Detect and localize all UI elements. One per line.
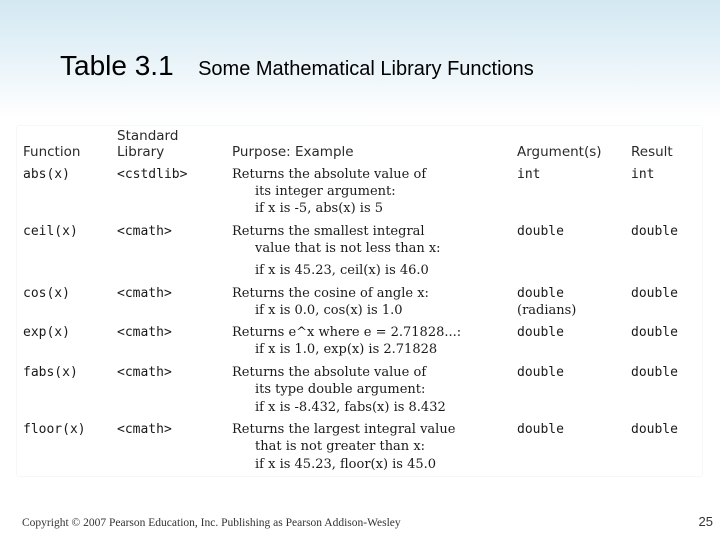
cell-library: <cmath> [117,422,172,437]
cell-purpose: Returns the largest integral value [232,422,456,437]
cell-example: if x is -5, abs(x) is 5 [255,201,384,216]
cell-example: if x is 0.0, cos(x) is 1.0 [255,303,403,318]
cell-purpose-line2: value that is not less than x: [255,241,441,256]
cell-purpose-line2: that is not greater than x: [255,439,426,454]
header-library-line1: Standard [117,128,179,144]
cell-purpose: Returns e^x where e = 2.71828...: [232,325,462,340]
cell-result: double [631,422,678,437]
cell-example: if x is -8.432, fabs(x) is 8.432 [255,400,446,415]
cell-library: <cmath> [117,365,172,380]
cell-result: double [631,224,678,239]
cell-function: fabs(x) [23,365,78,380]
header-arguments: Argument(s) [517,144,602,160]
cell-purpose: Returns the absolute value of [232,167,427,182]
cell-example: if x is 45.23, ceil(x) is 46.0 [255,263,429,278]
cell-result: double [631,365,678,380]
slide-title [60,50,534,82]
cell-purpose-line2: its type double argument: [255,382,426,397]
cell-function: exp(x) [23,325,70,340]
cell-argument-unit: (radians) [517,303,577,318]
header-library-line2: Library [117,144,165,160]
cell-function: floor(x) [23,422,86,437]
table-number: Table 3.1 [60,50,174,81]
cell-argument: int [517,167,541,182]
cell-argument: double [517,325,564,340]
cell-result: double [631,286,678,301]
cell-library: <cmath> [117,286,172,301]
cell-argument: double [517,286,564,301]
cell-result: int [631,167,655,182]
cell-example: if x is 1.0, exp(x) is 2.71828 [255,342,438,357]
cell-purpose: Returns the cosine of angle x: [232,286,429,301]
cell-function: abs(x) [23,167,70,182]
cell-function: ceil(x) [23,224,78,239]
page-number: 25 [698,514,713,529]
table-caption: Some Mathematical Library Functions [198,58,534,80]
cell-function: cos(x) [23,286,70,301]
cell-argument: double [517,422,564,437]
cell-purpose: Returns the smallest integral [232,224,425,239]
cell-library: <cmath> [117,325,172,340]
cell-argument: double [517,224,564,239]
header-purpose: Purpose: Example [232,144,354,160]
cell-result: double [631,325,678,340]
copyright-footer: Copyright © 2007 Pearson Education, Inc. Publishing as Pearson Addison-Wesley [22,517,401,529]
cell-library: <cstdlib> [117,167,188,182]
cell-library: <cmath> [117,224,172,239]
header-result: Result [631,144,673,160]
math-functions-table [17,126,702,476]
cell-purpose: Returns the absolute value of [232,365,427,380]
cell-example: if x is 45.23, floor(x) is 45.0 [255,457,437,472]
cell-argument: double [517,365,564,380]
header-function: Function [23,144,81,160]
cell-purpose-line2: its integer argument: [255,184,396,199]
